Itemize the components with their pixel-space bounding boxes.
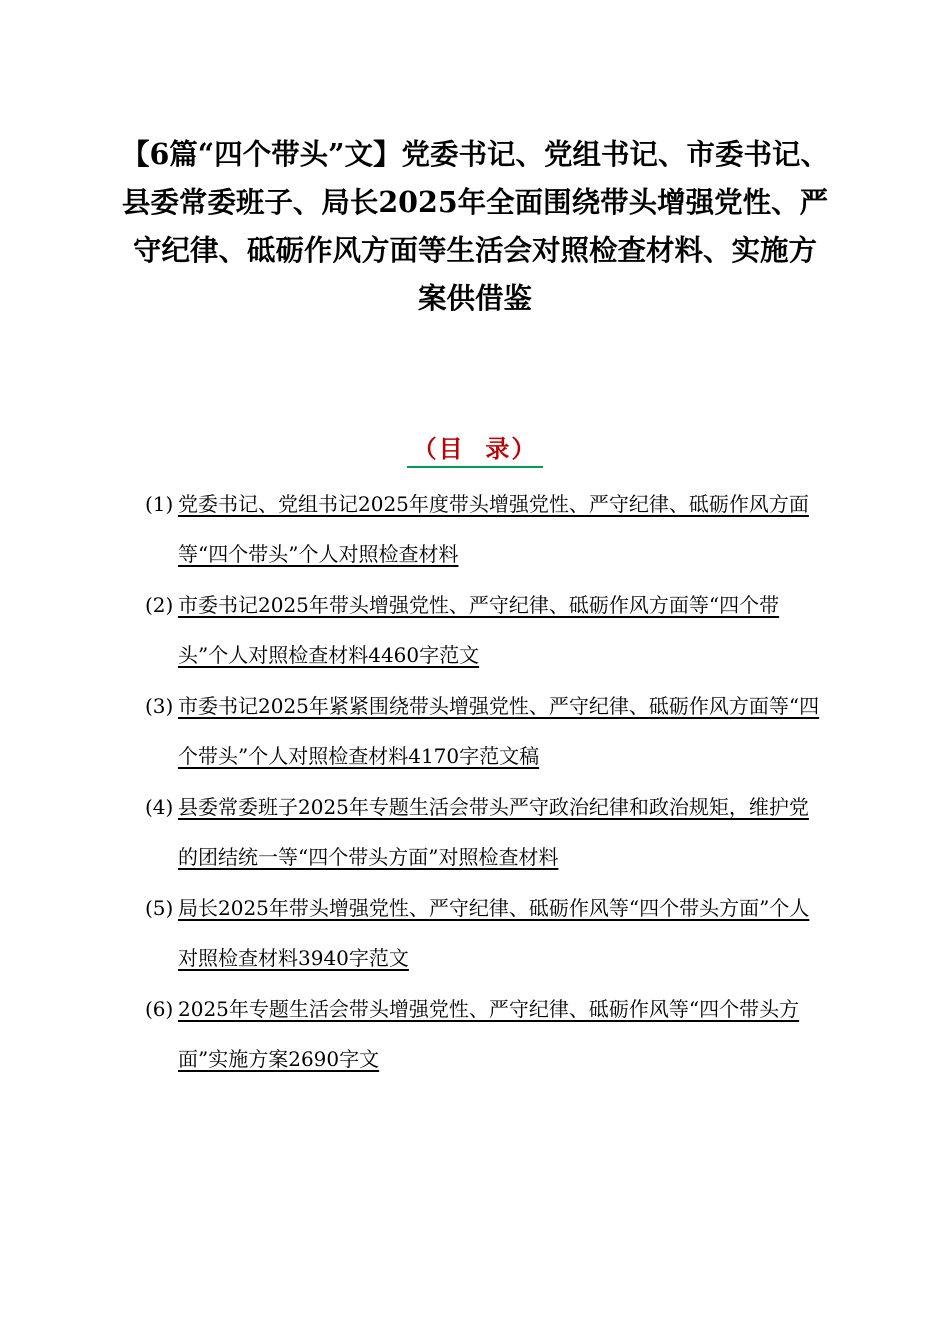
toc-item-1[interactable] — [145, 480, 825, 579]
document-title: 【6篇“四个带头”文】党委书记、党组书记、市委书记、县委常委班子、局长2025年全面围绕带头增强党性、严守纪律、砥砺作风方面等生活会对照检查材料、实施方案供借鉴 — [120, 137, 830, 315]
toc-item-5[interactable] — [145, 884, 825, 983]
toc-item-link[interactable]: 县委常委班子2025年专题生活会带头严守政治纪律和政治规矩，维护党的团结统一等“四个带头方面”对照检查材料 — [178, 795, 809, 869]
toc-item-link[interactable]: 市委书记2025年紧紧围绕带头增强党性、严守纪律、砥砺作风方面等“四个带头”个人对照检查材料4170字范文稿 — [178, 694, 820, 768]
toc-item-number: (2) — [145, 593, 174, 617]
toc-heading-container — [0, 432, 950, 468]
toc-item-link[interactable]: 局长2025年带头增强党性、严守纪律、砥砺作风等“四个带头方面”个人对照检查材料3940字范文 — [178, 896, 810, 970]
toc-item-2[interactable] — [145, 581, 825, 680]
toc-item-4[interactable] — [145, 783, 825, 882]
toc-item-number: (3) — [145, 694, 174, 718]
toc-item-3[interactable] — [145, 682, 825, 781]
toc-heading: （目 录） — [407, 432, 544, 468]
toc-item-link[interactable]: 党委书记、党组书记2025年度带头增强党性、严守纪律、砥砺作风方面等“四个带头”个人对照检查材料 — [178, 492, 809, 566]
toc-item-link[interactable]: 2025年专题生活会带头增强党性、严守纪律、砥砺作风等“四个带头方面”实施方案2690字文 — [178, 997, 800, 1071]
toc-item-number: (4) — [145, 795, 174, 819]
toc-item-number: (6) — [145, 997, 174, 1021]
toc-item-number: (5) — [145, 896, 174, 920]
toc-item-6[interactable] — [145, 985, 825, 1084]
toc-item-number: (1) — [145, 492, 174, 516]
table-of-contents — [145, 480, 825, 1086]
toc-item-link[interactable]: 市委书记2025年带头增强党性、严守纪律、砥砺作风方面等“四个带头”个人对照检查材料4460字范文 — [178, 593, 780, 667]
